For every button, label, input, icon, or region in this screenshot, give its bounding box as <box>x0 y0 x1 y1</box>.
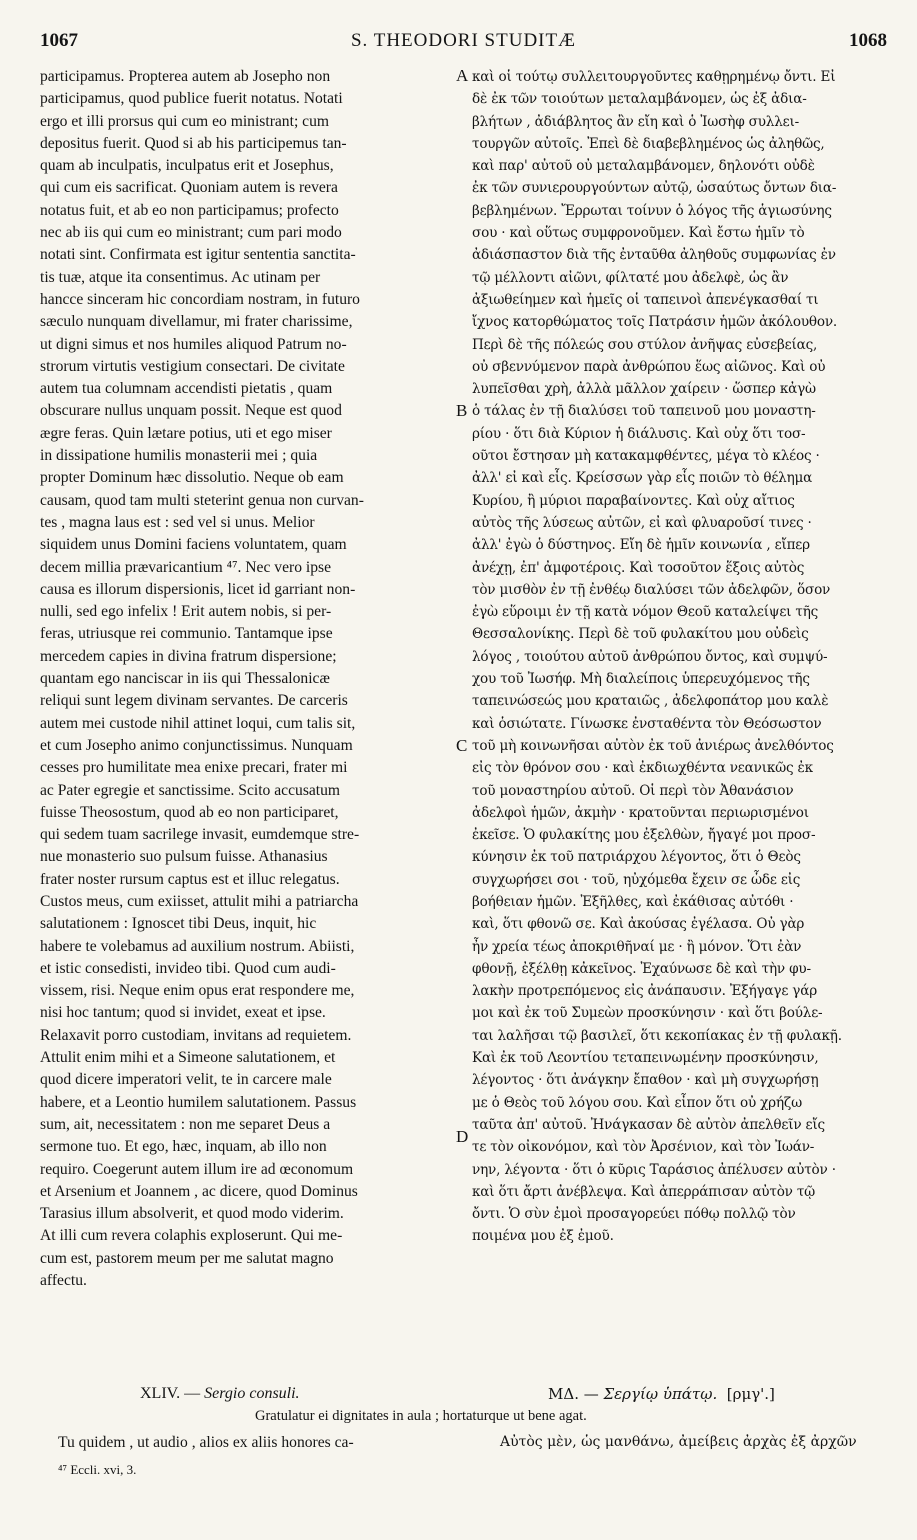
text-line: At illi cum revera colaphis exploserunt. Qui me- <box>40 1227 343 1245</box>
text-line: nue monasterio suo pulsum fuisse. Athanasius <box>40 848 328 866</box>
latin-letter-opening: Tu quidem , ut audio , alios ex aliis honores ca- <box>58 1434 354 1451</box>
text-line: φθονῇ, ἐξέλθῃ κἀκεῖνος. Ἐχαύνωσε δὲ καὶ τὴν φυ- <box>472 960 811 977</box>
text-line: salutationem : Ignoscet tibi Deus, inquit, hic <box>40 915 317 933</box>
text-line: κύνησιν ἐκ τοῦ πατριάρχου λέγοντος, ὅτι ὁ Θεὸς <box>472 849 801 866</box>
greek-letter-opening: Αὐτὸς μὲν, ὡς μανθάνω, ἀμείβεις ἀρχὰς ἐξ ἀρχῶν <box>500 1434 857 1450</box>
text-line: ἐκεῖσε. Ὁ φυλακίτης μου ἐξελθὼν, ἤγαγέ μοι προσ- <box>472 827 816 844</box>
footnote: ⁴⁷ Eccli. xvi, 3. <box>58 1462 137 1477</box>
text-line: οῦτοι ἔστησαν μὴ κατακαμφθέντες, μέγα τὸ κλέος · <box>472 448 820 465</box>
text-line: autem tua columnam accendisti pietatis , quam <box>40 380 333 398</box>
text-line: notati sint. Confirmata est igitur sententia sanctita- <box>40 246 356 264</box>
text-line: λυπεῖσθαι χρὴ, ἀλλὰ μᾶλλον χαίρειν · ὥσπερ κἀγὼ <box>472 381 816 398</box>
text-line: καὶ, ὅτι φθονῶ σε. Καὶ ἀκούσας ἐγέλασα. Οὐ γὰρ <box>472 916 805 933</box>
text-line: decem millia prævaricantium ⁴⁷. Nec vero ipse <box>40 558 332 576</box>
text-line: καὶ ὁσιώτατε. Γίνωσκε ἐνσταθέντα τὸν Θεόσωστον <box>472 715 822 732</box>
text-line: et cum Josepho animo conjunctissimus. Nunquam <box>40 736 353 754</box>
text-line: strorum virtutis vestigium consectari. De civitate <box>40 357 345 375</box>
text-line: ἐγὼ εὕροιμι ἐν τῇ κατὰ νόμον Θεοῦ καταλείψει τῆς <box>472 604 819 621</box>
text-line: quod dicere imperatori velit, te in carcere male <box>40 1071 332 1089</box>
text-line: λέγοντος · ὅτι ἀνάγκην ἔπαθον · καὶ μὴ συγχωρήσῃ <box>472 1072 819 1089</box>
text-line: ut digni simus et nos humiles aliquod Patrum no- <box>40 335 347 353</box>
margin-marker-a: A <box>456 66 469 85</box>
text-line: reliqui sunt legem divinam servantes. De carceris <box>40 692 348 710</box>
text-line: notatus fuit, et ab eo non participamus; profecto <box>40 201 339 219</box>
text-line: tis tuæ, atque ita consentimus. Ac utinam per <box>40 268 321 286</box>
text-line: et istic consedisti, invideo tibi. Quod cum audi- <box>40 959 336 977</box>
text-line: ταπεινώσεώς μου κραταιῶς , ἀδελφοπάτορ μου καλὲ <box>472 693 829 710</box>
text-line: obscurare nullus unquam possit. Neque est quod <box>40 402 342 420</box>
text-line: βεβλημένων. Ἔρρωται τοίνυν ὁ λόγος τῆς ἁγιωσύνης <box>472 202 832 219</box>
text-line: συγχωρήσει σοι · τοῦ, ηὐχόμεθα ἔχειν σε ὧδε εἰς <box>472 871 801 888</box>
text-line: nec ab iis qui cum eo ministrant; cum pari modo <box>40 224 342 242</box>
text-line: ταῦτα ἀπ' αὐτοῦ. Ἠνάγκασαν δὲ αὐτὸν ἀπελθεῖν εἴς <box>472 1116 825 1133</box>
text-line: causa es illorum dispersionis, licet id garriant non- <box>40 580 356 598</box>
text-line: cum est, pastorem meum per me salutat magno <box>40 1249 334 1267</box>
text-line: ἐκ τῶν συνιερουργούντων αὐτῷ, ὡσαύτως ὄντων δια- <box>472 180 837 197</box>
latin-column <box>40 66 458 1292</box>
text-line: ποιμένα μου ἐξ ἐμοῦ. <box>472 1228 614 1245</box>
margin-marker-b: B <box>456 401 468 420</box>
text-line: αὐτὸς τῆς λύσεως αὐτῶν, εἰ καὶ φλυαροῦσί τινες · <box>472 514 812 531</box>
text-line: σου · καὶ οὕτως συμφρονοῦμεν. Καὶ ἔστω ἡμῖν τὸ <box>472 225 805 242</box>
text-line: Περὶ δὲ τῆς πόλεώς σου στύλον ἀνῆψας εὐσεβείας, <box>472 336 818 353</box>
page-header <box>40 30 887 60</box>
section-number-greek: ΜΔ. — <box>548 1385 604 1403</box>
text-line: fuisse Theosostum, quod ab eo non participaret, <box>40 803 339 821</box>
text-line: τῷ μέλλοντι αἰῶνι, φίλτατέ μου ἀδελφὲ, ὡς ἂν <box>472 269 789 286</box>
text-line: Tarasius illum absolverit, et quod modo viderim. <box>40 1205 344 1223</box>
text-line: nulli, sed ego infelix ! Erit autem nobis, si per- <box>40 603 332 621</box>
text-line: με ὁ Θεὸς τοῦ λόγου σου. Καὶ εἶπον ὅτι οὐ χρήζω <box>472 1094 802 1111</box>
section-number-latin: XLIV. — <box>140 1385 205 1402</box>
text-line: τὸν μισθὸν ἐν τῇ ἐνθέῳ διαλύσει τῶν ἀδελφῶν, ὅσον <box>472 581 831 598</box>
text-line: τοῦ μὴ κοινωνῆσαι αὐτὸν ἐκ τοῦ ἀνιέρως ἀνελθόντος <box>472 737 834 754</box>
text-line: ὁ τάλας ἐν τῇ διαλύσει τοῦ ταπεινοῦ μου μοναστη- <box>472 403 816 420</box>
text-line: καὶ ὅτι ἄρτι ἀνέβλεψα. Καὶ ἀπερράπισαν αὐτὸν τῷ <box>472 1183 816 1200</box>
text-line: ac Pater egregie et sanctissime. Scito accusatum <box>40 781 341 799</box>
text-line: Κυρίου, ἢ μύριοι παραβαίνοντες. Καὶ οὐχ αἴτιος <box>472 492 795 509</box>
text-line: feras, utriusque rei communio. Tantamque ipse <box>40 625 333 643</box>
text-line: καὶ οἱ τούτῳ συλλειτουργοῦντες καθῃρημένῳ ὄντι. Εἰ <box>472 69 836 85</box>
text-line: βοήθειαν ἡμῶν. Ἐξῆλθες, καὶ ἐκάθισας αὐτόθι · <box>472 893 794 910</box>
text-line: καὶ παρ' αὐτοῦ οὐ μεταλαμβάνομεν, δηλονότι οὐδὲ <box>472 158 815 175</box>
text-line: cesses pro humilitate mea enixe precari, frater mi <box>40 759 348 777</box>
text-line: siquidem unus Domini faciens voluntatem, quam <box>40 536 347 554</box>
text-line: tes , magna laus est : sed vel si unus. Melior <box>40 513 315 531</box>
text-line: ἀλλ' ἐγὼ ὁ δύστηνος. Εἴη δὲ ἡμῖν κοινωνία , εἴπερ <box>472 537 810 554</box>
text-line: τε τὸν οἰκονόμον, καὶ τὸν Ἀρσένιον, καὶ τὸν Ἰωάν- <box>472 1139 815 1156</box>
text-line: sæculo nunquam divellamur, mi frater charissime, <box>40 313 353 331</box>
text-line: ægre feras. Quin lætare potius, uti et ego miser <box>40 424 332 442</box>
text-line: ἀδιάσπαστον διὰ τῆς ἐνταῦθα ἀληθοῦς συμφωνίας ἐν <box>472 247 836 264</box>
text-line: sermone tuo. Et ego, hæc, inquam, ab illo non <box>40 1138 327 1156</box>
text-line: ἀλλ' εἰ καὶ εἷς. Κρείσσων γὰρ εἷς ποιῶν τὸ θέλημα <box>472 470 813 487</box>
text-line: ἀνέχῃ, ἐπ' ἀμφοτέροις. Καὶ τοσοῦτον ἕξοις αὐτὸς <box>472 559 805 576</box>
section-name-greek: Σεργίῳ ὑπάτῳ. <box>603 1385 718 1403</box>
text-line: ἦν χρεία τέως ἀποκριθῆναί με · ἢ μόνον. Ὅτι ἐὰν <box>472 938 802 955</box>
text-line: νην, λέγοντα · ὅτι ὁ κῦρις Ταράσιος ἀπέλυσεν αὐτὸν · <box>472 1161 836 1178</box>
text-line: frater noster rursum captus est et illuc relegatus. <box>40 870 340 888</box>
text-line: ἀξιωθείημεν καὶ ἡμεῖς οἱ ταπεινοὶ ἀπενέγκασθαί τι <box>472 291 819 308</box>
text-line: qui cum eis sacrificat. Quoniam autem is revera <box>40 179 338 197</box>
text-line: requiro. Coegerunt autem illum ire ad œconomum <box>40 1160 354 1178</box>
section-reference: [ρμγ'.] <box>726 1385 775 1403</box>
text-line: hancce sinceram hic concordiam nostram, in futuro <box>40 290 360 308</box>
running-title: S. THEODORI STUDITÆ <box>350 30 576 51</box>
text-line: nisi hoc tantum; quod si invidet, exeat et ipse. <box>40 1004 326 1022</box>
section-title-latin <box>140 1385 300 1403</box>
text-line: εἰς τὸν θρόνον σου · καὶ ἐκδιωχθέντα νεανικῶς ἐκ <box>472 760 813 777</box>
text-line: et Arsenium et Joannem , ac dicere, quod Dominus <box>40 1182 358 1200</box>
text-line: Custos meus, cum exiisset, attulit mihi a patriarcha <box>40 892 359 910</box>
text-line: depositus fuerit. Quod si ab his participemus tan- <box>40 134 347 152</box>
text-line: ρίου · ὅτι διὰ Κύριον ἡ διάλυσις. Καὶ οὐχ ὅτι τοσ- <box>472 425 806 442</box>
text-line: Καὶ ἐκ τοῦ Λεοντίου τεταπεινωμένην προσκύνησιν, <box>472 1050 819 1067</box>
margin-marker-d: D <box>456 1127 469 1146</box>
text-line: βλήτων , ἀδιάβλητος ἂν εἴη καὶ ὁ Ἰωσὴφ συλλει- <box>472 113 799 130</box>
section-title-greek <box>548 1385 775 1403</box>
text-line: τοῦ μοναστηρίου αὐτοῦ. Οἱ περὶ τὸν Ἀθανάσιον <box>472 782 794 799</box>
text-line: participamus. Propterea autem ab Josepho non <box>40 68 331 85</box>
page-number-left: 1067 <box>40 30 78 51</box>
text-line: affectu. <box>40 1272 87 1290</box>
letter-summary: Gratulatur ei dignitates in aula ; hortaturque ut bene agat. <box>255 1408 587 1424</box>
margin-marker-c: C <box>456 736 468 755</box>
text-line: propter Dominum hæc dissolutio. Neque ob eam <box>40 469 344 487</box>
greek-column <box>472 66 902 1248</box>
text-line: sum, ait, necessitatem : non me separet Deus a <box>40 1115 331 1133</box>
text-line: ὄντι. Ὁ σὺν ἐμοὶ προσαγορεύει πόθῳ πολλῷ τὸν <box>472 1206 796 1223</box>
text-line: λόγος , τοιούτου αὐτοῦ ἀνθρώπου ὄντος, καὶ συμψύ- <box>472 648 828 665</box>
text-line: causam, quod tam multi steterint genua non curvan- <box>40 491 364 509</box>
text-line: ται λαλῆσαι τῷ βασιλεῖ, ὅτι κεκοπίακας ἐν τῇ φυλακῇ. <box>472 1027 842 1044</box>
text-line: ἀδελφοὶ ἡμῶν, ἀκμὴν · κρατοῦνται περιωρισμένοι <box>472 804 809 821</box>
text-line: mercedem capies in divina fratrum dispersione; <box>40 647 337 665</box>
text-line: habere, et a Leontio humilem salutationem. Passus <box>40 1093 357 1111</box>
text-line: autem mei custode nihil attinet loqui, cum talis sit, <box>40 714 356 732</box>
text-line: quam ab inculpatis, inculpatus erit et Josephus, <box>40 157 334 175</box>
text-line: χου τοῦ Ἰωσήφ. Μὴ διαλείποις ὑπερευχόμενος τῆς <box>472 671 810 688</box>
text-line: in dissipatione humilis monasterii mei ; quia <box>40 447 318 465</box>
text-line: Θεσσαλονίκης. Περὶ δὲ τοῦ φυλακίτου μου οὐδεὶς <box>472 626 809 643</box>
text-line: habere te volebamus ad auxilium nostrum. Abiisti, <box>40 937 355 955</box>
text-line: δὲ ἐκ τῶν τοιούτων μεταλαμβάνομεν, ὡς ἐξ ἀδια- <box>472 91 807 108</box>
text-line: Attulit enim mihi et a Simeone salutationem, et <box>40 1049 336 1067</box>
text-line: quantam ego nanciscar in iis qui Thessalonicæ <box>40 670 330 688</box>
text-line: λακὴν προτρεπόμενος εἰς ἀνάπαυσιν. Ἐξήγαγε γάρ <box>472 983 818 1000</box>
text-line: ἴχνος κατορθώματος τοῖς Πατράσιν ἡμῶν ἀκόλουθον. <box>472 314 838 331</box>
text-line: participamus, quod publice fuerit notatus. Notati <box>40 90 343 108</box>
text-line: οὐ σβεννύμενον παρὰ ἀνθρώπου ἕως αἰῶνος. Καὶ οὐ <box>472 358 826 375</box>
text-line: μοι καὶ ἐκ τοῦ Συμεὼν προσκύνησιν · καὶ ὅτι βούλε- <box>472 1005 823 1022</box>
text-line: τουργῶν αὐτοῖς. Ἐπεὶ δὲ διαβεβλημένος ὡς ἀληθῶς, <box>472 135 825 152</box>
text-line: ergo et illi prorsus qui cum eo ministrant; cum <box>40 112 330 130</box>
text-line: vissem, risi. Neque enim opus erat respondere me, <box>40 982 355 1000</box>
section-name-latin: Sergio consuli. <box>204 1385 300 1402</box>
page-number-right: 1068 <box>849 30 887 51</box>
text-line: qui sedem tuam sacrilege invasit, eumdemque stre- <box>40 826 360 844</box>
text-line: Relaxavit porro custodiam, invitans ad requietem. <box>40 1026 352 1044</box>
